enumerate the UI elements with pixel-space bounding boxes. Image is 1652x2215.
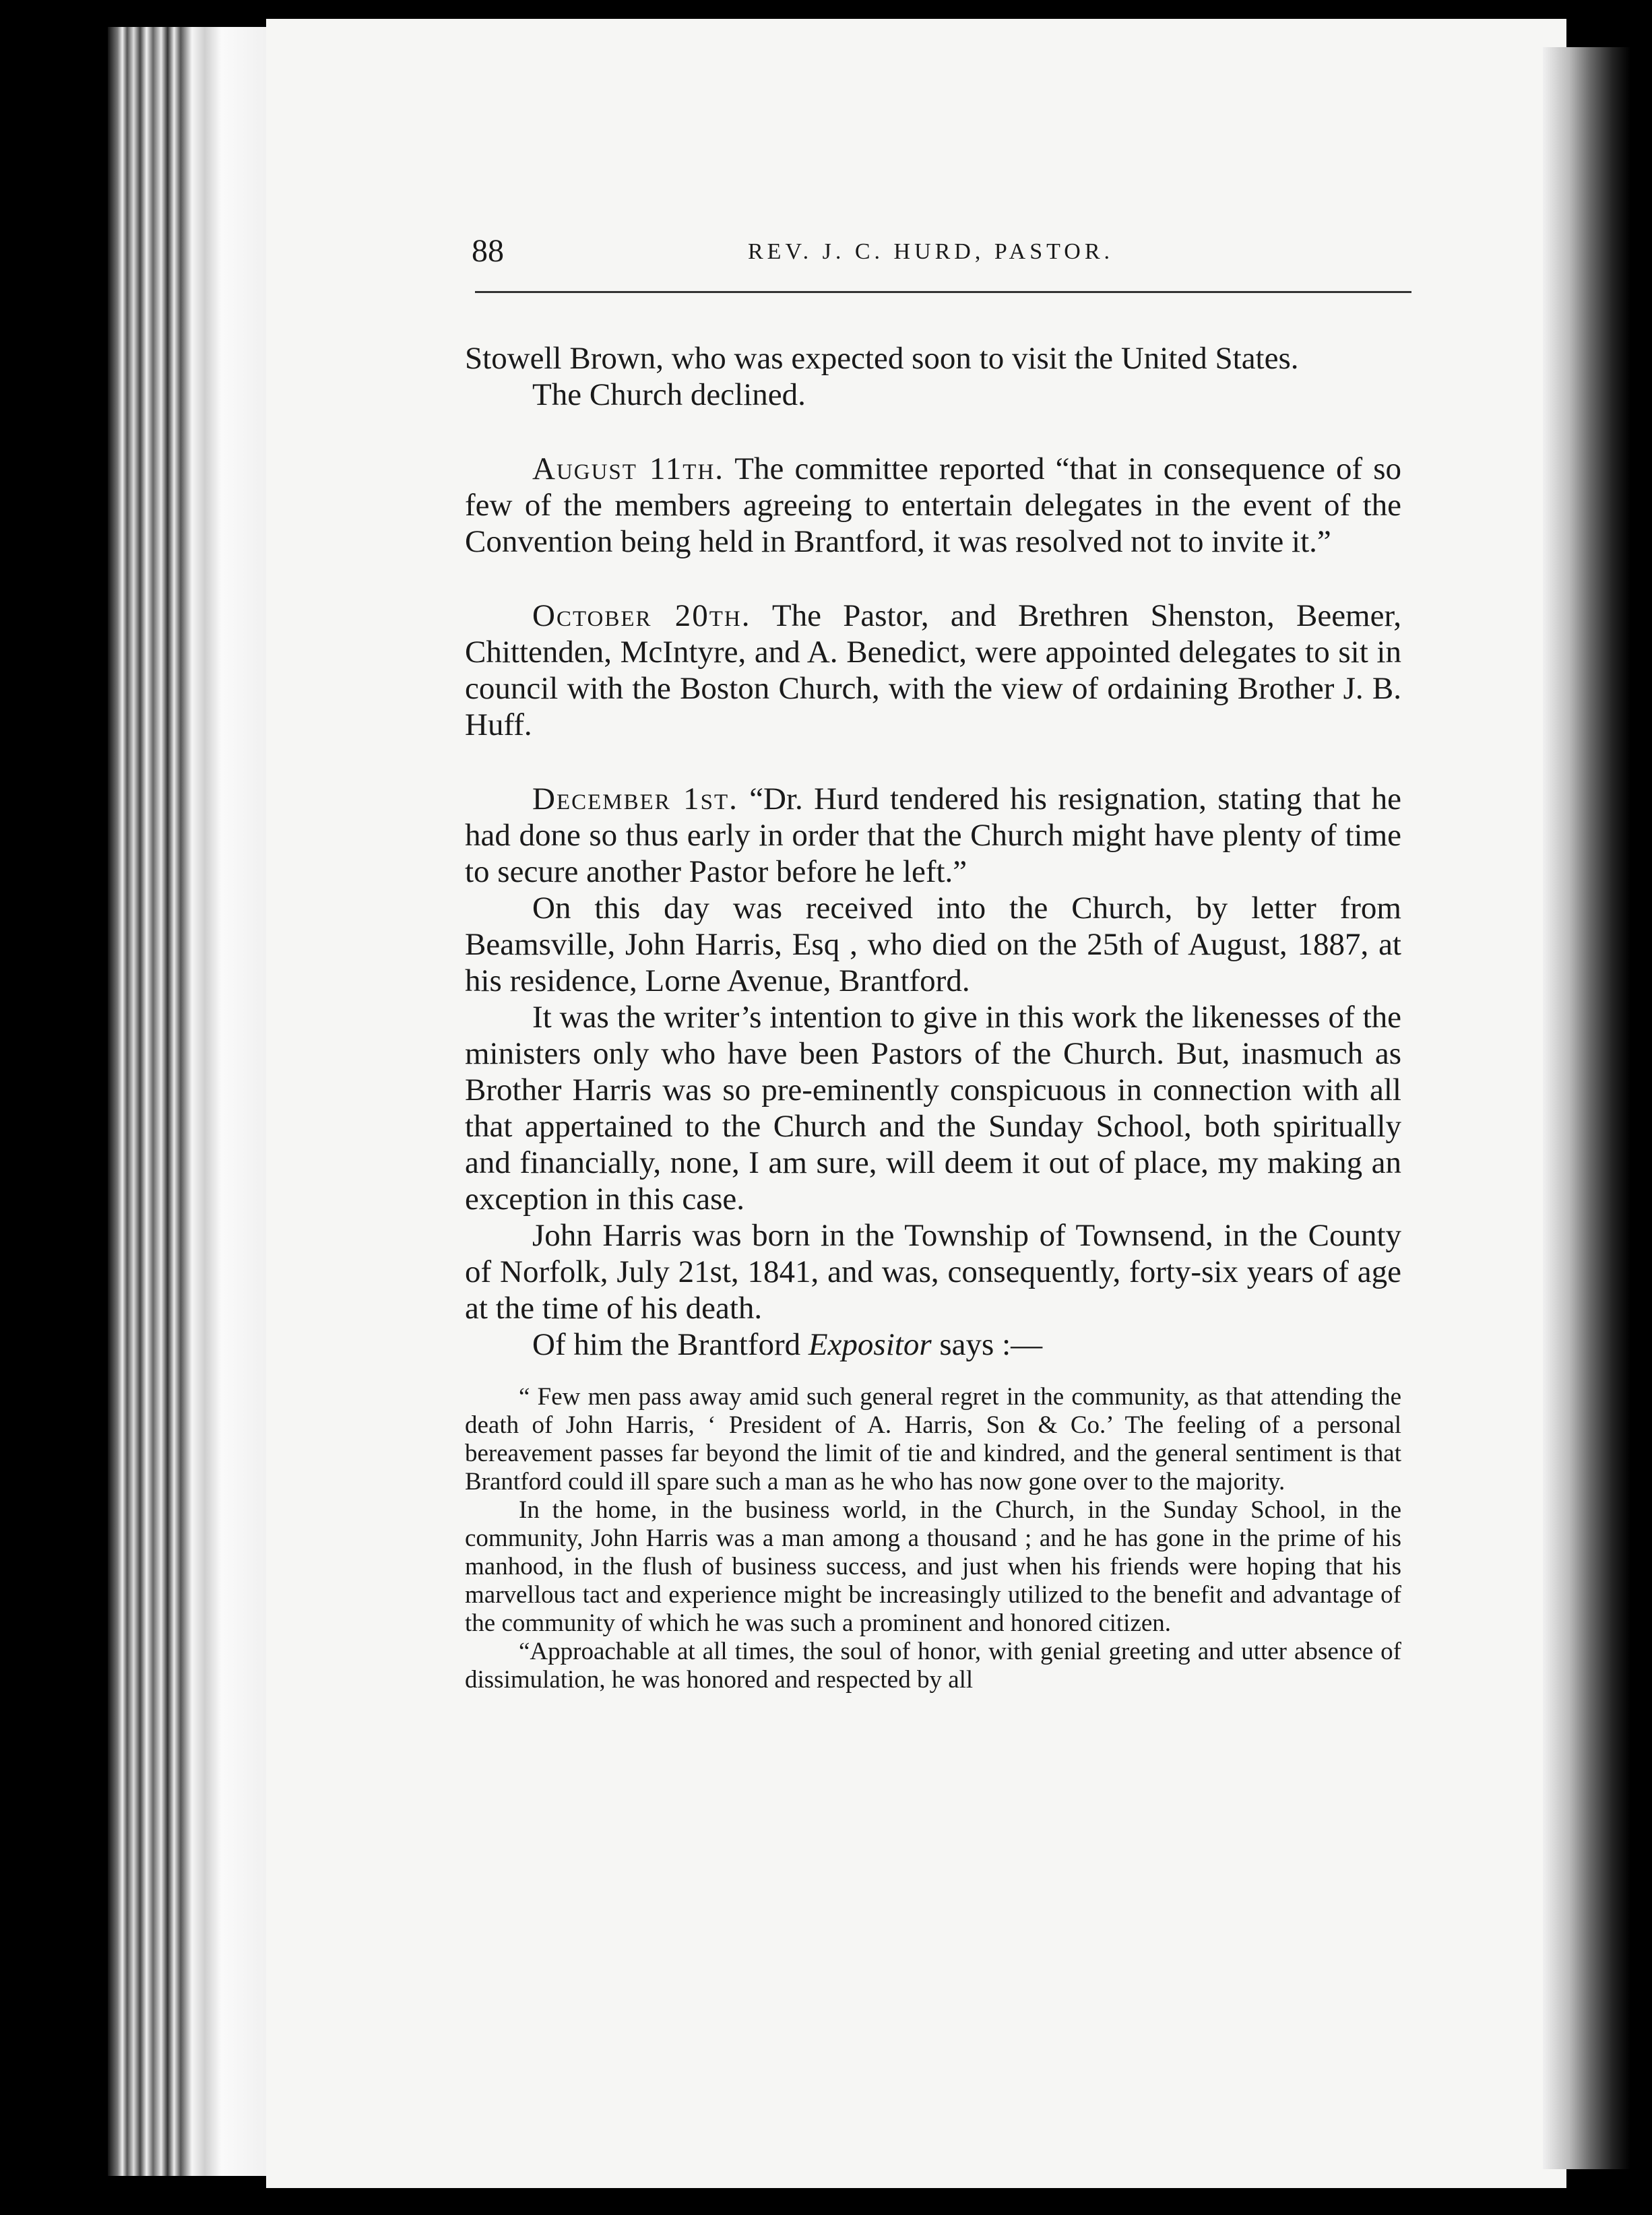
- paragraph-october: [465, 598, 1401, 743]
- newspaper-title: Expositor: [808, 1327, 932, 1362]
- page-header: [472, 232, 1415, 280]
- page-number: 88: [472, 233, 504, 269]
- paragraph: Stowell Brown, who was expected soon to visit the United States.: [465, 341, 1299, 376]
- paragraph: On this day was received into the Church, by letter from Beamsville, John Harris, Esq , who died on the 25th of August, 1887, at his residence, Lorne Avenue, Brantford.: [465, 891, 1401, 998]
- entry-text: The committee reported “that in consequence of so few of the members agreeing to entertain delegates in the event of the Convention being held in Brantford, it was resolved not to invite it.”: [465, 451, 1401, 559]
- paragraph: It was the writer’s intention to give in this work the likenesses of the ministers only who have been Pastors of the Church. But, inasmuch as Brother Harris was so pre-eminently conspicuous in connection with all that appertained to the Church and the Sunday School, both spiritually and financially, none, I am sure, will deem it out of place, my making an exception in this case.: [465, 1000, 1401, 1217]
- quote-paragraph: “Approachable at all times, the soul of honor, with genial greeting and utter absence of dissimulation, he was honored and respected by all: [465, 1638, 1401, 1694]
- paragraph-august: [465, 451, 1401, 560]
- paragraph-december: [465, 781, 1401, 890]
- entry-date: December 1st.: [532, 781, 738, 816]
- entry-text: “Dr. Hurd tendered his resignation, stating that he had done so thus early in order that the Church might have plenty of time to secure another Pastor before he left.”: [465, 781, 1401, 889]
- quote-paragraph: In the home, in the business world, in the Church, in the Sunday School, in the community, John Harris was a man among a thousand ; and he has gone in the prime of his manhood, in the flush of business success, and just when his friends were hoping that his marvellous tact and experience might be increasingly utilized to the benefit and advantage of the community of which he was such a prominent and honored citizen.: [465, 1496, 1401, 1637]
- paragraph-expositor: [465, 1326, 1401, 1363]
- text-span: Of him the Brantford: [532, 1327, 808, 1362]
- quote-paragraph: “ Few men pass away amid such general regret in the community, as that attending the death of John Harris, ‘ President of A. Harris, Son & Co.’ The feeling of a personal bereavement passes far beyond the limit of tie and kindred, and the general sentiment is that Brantford could ill spare such a man as he who has now gone over to the majority.: [465, 1383, 1401, 1496]
- entry-date: August 11th.: [532, 451, 725, 486]
- running-head: REV. J. C. HURD, PASTOR.: [748, 239, 1114, 264]
- text-span: says :—: [931, 1327, 1043, 1362]
- book-page-edges: [108, 27, 269, 2176]
- block-quote: [465, 1383, 1401, 1694]
- header-rule: [475, 291, 1411, 293]
- page-body: [465, 340, 1401, 1694]
- book-gutter-shadow: [1543, 47, 1630, 2169]
- entry-text: The Pastor, and Brethren Shenston, Beemer, Chittenden, McIntyre, and A. Benedict, were appointed delegates to sit in council with the Boston Church, with the view of ordaining Brother J. B. Huff.: [465, 598, 1401, 742]
- paragraph: The Church declined.: [532, 377, 806, 412]
- paragraph: John Harris was born in the Township of Townsend, in the County of Norfolk, July 21st, 1841, and was, consequently, forty-six years of age at the time of his death.: [465, 1218, 1401, 1326]
- entry-date: October 20th.: [532, 598, 751, 633]
